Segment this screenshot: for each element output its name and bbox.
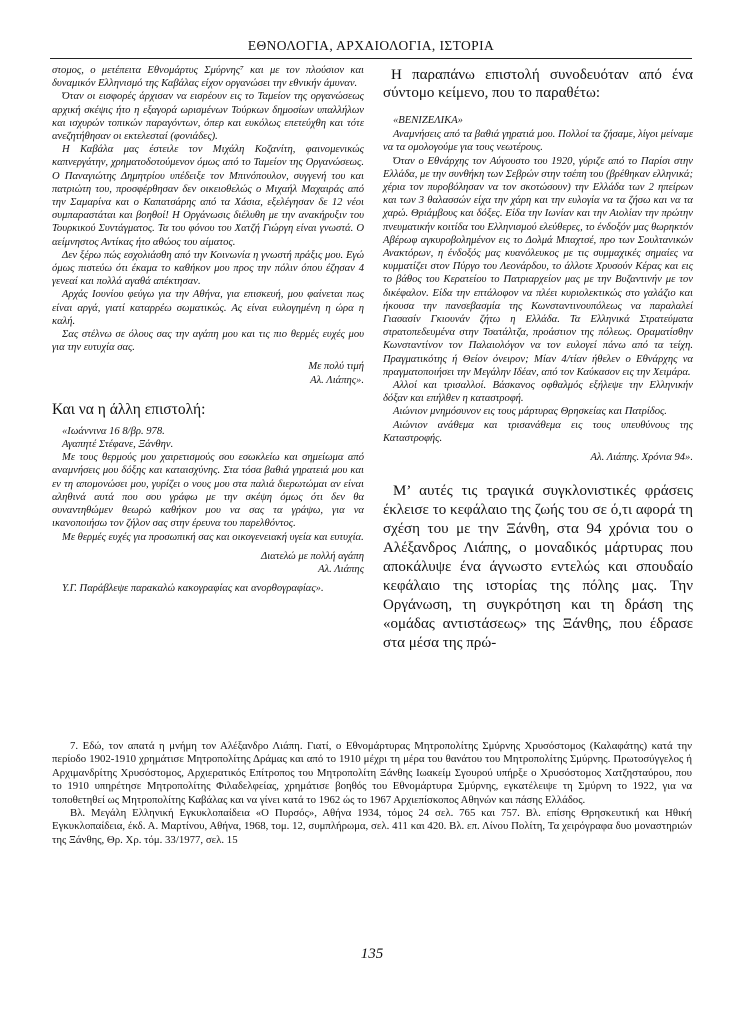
letter1-paragraph: Η Καβάλα μας έστειλε τον Μιχάλη Κοζανίτη, φαινομενικώς καπνεργάτην, χρηματοδοτούμενον όμως από το Ταμείον της Οργανώσεως. Ο Παναγιώτης Δημητρίου υπέδειξε τον Μπινόπουλον, συγγενή του και πατριώτη του, προσφέρθησαν δεν οικειοθελώς ο Μιχαήλ Μαχαιράς από την Σαμαρίνα και ο Καπατσάρης από τα Χάσια, εξελέγησαν δε 12 νέοι συμπαραστάται και βοηθοί! Η Οργάνωσις διέλυθη με την ανακήρυξιν του Τουρκικού Συντάγματος. Τα του φόνου του Χατζή Γιώργη είναι γνωστά. Ο αείμνηστος Αντίκας ήτο αθώος του αίματος.: [52, 144, 364, 248]
memoir-paragraph: Αναμνήσεις από τα βαθιά γηρατιά μου. Πολλοί τα ζήσαμε, λίγοι μείναμε να τα ομολογούμε για τους νεωτέρους.: [383, 129, 693, 154]
memoir-paragraph: Αιώνιον ανάθεμα και τρισανάθεμα εις τους υπευθύνους της Καταστροφής.: [383, 419, 693, 444]
letter1-paragraph: στομος, ο μετέπειτα Εθνομάρτυς Σμύρνης⁷ και με τον πλούσιον και δυναμικόν Ελληνισμό της Καβάλας είχον οργανώσει την εθνικήν άμυναν.: [52, 65, 364, 90]
memoir-signature: Αλ. Λιάπης. Χρόνια 94».: [590, 452, 693, 464]
letter1-closing: Με πολύ τιμή: [308, 361, 364, 373]
intro-paragraph: Η παραπάνω επιστολή συνοδευόταν από ένα σύντομο κείμενο, που το παραθέτω:: [383, 67, 693, 101]
second-letter-heading: Και να η άλλη επιστολή:: [52, 400, 206, 418]
page-number: 135: [360, 946, 384, 962]
letter2-signature: Αλ. Λιάπης: [318, 563, 364, 575]
memoir-paragraph: Αιώνιον μνημόσυνον εις τους μάρτυρας Θρησκείας και Πατρίδος.: [393, 406, 667, 418]
closing-paragraph: Μ’ αυτές τις τραγικά συγκλονιστικές φράσεις έκλεισε το κεφάλαιο της ζωής του σε ό,τι αφορά τη σχέση του με την Ξάνθη, στα 94 χρόνια του ο Αλέξανδρος Λιάπης, ο μοναδικός μάρτυρας που αποκάλυψε ένα άγνωστο εντελώς και σπουδαίο κεφάλαιο της ιστορίας της πόλης μας. Την Οργάνωση, τη συγκρότηση και τη δράση της «ομάδας αντιστάσεως» της Ξάνθης, που έδρασε στα μέσα της πρώ-: [383, 483, 693, 652]
left-column: [52, 64, 364, 595]
letter2-closing: Διατελώ με πολλή αγάπη: [261, 550, 364, 562]
letter2-paragraph: Με θερμές ευχές για προσωπική σας και οικογενειακή υγεία και ευτυχία.: [62, 531, 364, 543]
letter2-postscript: Υ.Γ. Παράβλεψε παρακαλώ κακογραφίας και ανορθογραφίας».: [62, 583, 324, 595]
letter1-paragraph: Αρχάς Ιουνίου φεύγω για την Αθήνα, για επισκευή, μου φαίνεται πως είναι αργά, γιατί καταρρέω σωματικώς. Ας είναι ευλογημένη η ώρα η καλή.: [52, 289, 364, 327]
memoir-paragraph: Αλλοί και τρισαλλοί. Βάσκανος οφθαλμός εξήλεψε την Ελληνικήν δόξαν και επήλθεν η καταστροφή.: [383, 380, 693, 405]
letter1-paragraph: Σας στέλνω σε όλους σας την αγάπη μου και τις πιο θερμές ευχές μου για την ευτυχία σας.: [52, 329, 364, 354]
letter1-paragraph: Δεν ξέρω πώς εσχολιάσθη από την Κοινωνία η γνωστή πράξις μου. Εγώ όμως πιστεύω ότι έκαμα το καθήκον μου προς την πόλιν όπου έζησαν 4 γενεαί και πολλά αγαθά απέκτησαν.: [52, 249, 364, 288]
right-column: [383, 66, 693, 653]
section-tag: «ΒΕΝΙΖΕΛΙΚΑ»: [393, 115, 463, 126]
letter1-paragraph: Όταν οι εισφορές άρχισαν να εισρέουν εις το Ταμείον της οργανώσεως αρχική σκέψις ήτο η εξαγορά ωρισμένων Τούρκων δημοσίων υπαλλήλων και ισχυρών τοπικών παραγόντων, όπερ και ευκόλως επετεύχθη και τότε ανεζητήθησαν οι εκτελεσταί (φονιάδες).: [52, 91, 364, 143]
letter2-paragraph: Με τους θερμούς μου χαιρετισμούς σου εσωκλείω και σημείωμα από αναμνήσεις μου δόξης και καταισχύνης. Στα τόσα βαθιά γηρατειά μου και εν τη απομονώσει μου, γυρίζει ο νους μου στα παλιά διερωτώμαι αν είναι αληθινά αυτά που σου γράφω με την σκέψη όμως ότι δεν θα συναντηθώμεν θεωρώ καθήκον μου να σας τα γράψω, για να ικανοποιήσω τον ζήλον σας στην έρευνα του παρελθόντος.: [52, 452, 364, 530]
header-rule: [50, 58, 692, 59]
letter1-signature: Αλ. Λιάπης».: [310, 374, 364, 386]
letter2-salutation: Αγαπητέ Στέφανε, Ξάνθην.: [62, 439, 174, 451]
footnotes: [52, 740, 692, 847]
footnote: Βλ. Μεγάλη Ελληνική Εγκυκλοπαίδεια «Ο Πυρσός», Αθήνα 1934, τόμος 24 σελ. 765 και 757. Βλ. επίσης Θρησκευτική και Ηθική Εγκυκλοπαίδεια, έκδ. Α. Μαρτίνου, Αθήνα, 1968, τομ. 12, συμπλήρωμα, σελ. 411 και 420. Βλ. επ. Λίνου Πολίτη, Τα χειρόγραφα δυο μοναστηριών της Ξάνθης, Θρ. Χρ. τόμ. 33/1977, σελ. 15: [52, 807, 692, 846]
letter2-place-date: «Ιωάννινα 16 8/βρ. 978.: [62, 425, 165, 437]
footnote: 7. Εδώ, τον απατά η μνήμη τον Αλέξανδρο Λιάπη. Γιατί, ο Εθνομάρτυρας Μητροπολίτης Σμύρνης Χρυσόστομος (Καλαφάτης) κατά την περίοδο 1902-1910 χρημάτισε Μητροπολίτης Δράμας και από το 1910 μέχρι τη μέρα του θανάτου του Μητροπολίτης Σμύρνης. Πρωτοσύγγελος ή Αρχιμανδρίτης Χρυσόστομος, Αρχιερατικός Επίτροπος του Μητροπολίτη Ξάνθης Ιωακείμ Σγουρού υπήρξε ο Χρυσόστομος Χατζησταύρου, που το 1910 υπηρέτησε Μητροπολίτης Φιλαδελφείας, χρημάτισε βοηθός του Εθνομάρτυρα Σμύρνης, εγκατέλειψε τη Σμύρνη το 1922, για να τοποθετηθεί ως Μητροπολίτης Καβάλας και να γίνει κατά το 1962 ώς το 1967 Αρχιεπίσκοπος Αθηνών και πάσης Ελλάδος.: [52, 740, 692, 806]
running-header: ΕΘΝΟΛΟΓΙΑ, ΑΡΧΑΙΟΛΟΓΙΑ, ΙΣΤΟΡΙΑ: [247, 38, 495, 53]
memoir-paragraph: Όταν ο Εθνάρχης τον Αύγουστο του 1920, γύριζε από το Παρίσι στην Ελλάδα, με την συνθήκη των Σεβρών στην τσέπη του (βρέθηκαν ελληνικά; χέρια τον πυροβόλησαν να τον σκοτώσουν) την Ελλάδα των 2 ηπείρων και των 3 θαλασσών είχα την χάρη και την ευλογία να τα ζήσω και να τα χαρώ. Θριάμβους και δόξες. Είδα την Ιωνίαν και την Αιολίαν την πρώτην πνευματικήν κοιτίδα του Ελληνισμού ελεύθερες, το ένδοξόν μας θωρηκτόν Αβέρωφ αγκυροβολημένον εις το Δολμά Μπαχτσέ, προ των Σουλτανικών Ανακτόρων, η ένδοξός μας κυανόλευκος με τις συμμαχικές σημαίες να κυμματίζει στον Πύργο του Λεονάρδου, το άλλοτε Χρυσούν Κέρας και εις το βάθος του Κερατείου το Πατριαρχείον μας με την Βυζαντινήν με τον δικέφαλον. Είδα την επτάλοφον να πλέει κυριολεκτικώς στο γαλάζιο και ήκουσα την πανσεβασμία της Κωνσταντινουπόλεως να παραλαλεί Γιασασίν Γκιουνάν ζήτω η Ελλάδα. Τα Ελληνικά Στρατεύματα στρατοπεδευμένα στην Τσατάλτζα, προάστιον της πόλεως. Οραματίσθην Κωνσταντίνον τον Παλαιολόγον να τον ευλογεί πάνω από τα τείχη. Πραγματικότης ή Θείον όνειρον; Μίαν 4/τίαν ήθελεν ο Εθνάρχης να πραγματοποιήσει την Μεγάλην Ιδέαν, από τον Καύκασον εις την Χειμάρα.: [383, 155, 693, 378]
